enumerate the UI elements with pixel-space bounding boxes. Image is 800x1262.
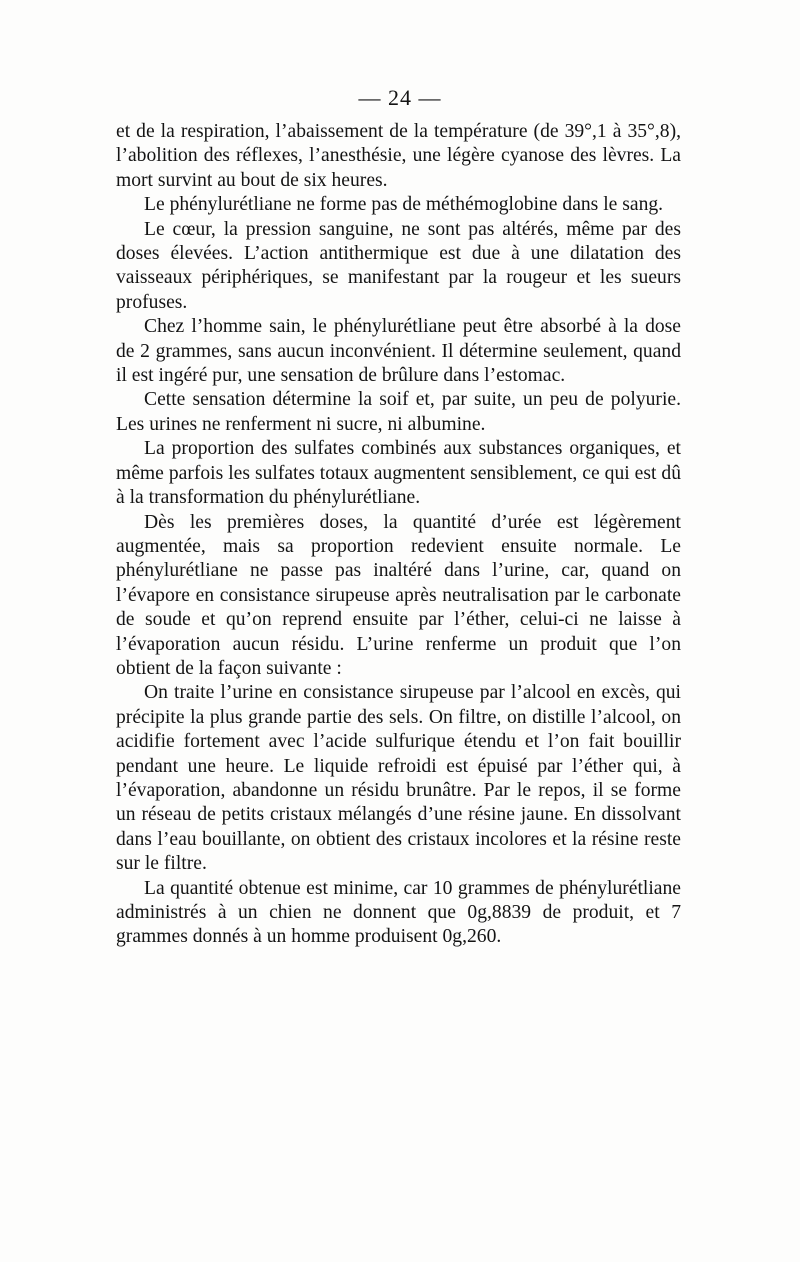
paragraph-3: Le cœur, la pression sanguine, ne sont pas altérés, même par des doses élevées. L’action antithermique est due à une dilatation des vaisseaux périphériques, se manifestant par la rougeur et les sueurs profuses. bbox=[116, 218, 681, 313]
paragraph-6: La proportion des sulfates combinés aux substances organiques, et même parfois les sulfates totaux augmentent sensiblement, ce qui est dû à la transformation du phénylurétliane. bbox=[116, 438, 681, 509]
paragraph-9: La quantité obtenue est minime, car 10 grammes de phénylurétliane administrés à un chien ne donnent que 0g,8839 de produit, et 7 grammes donnés à un homme produisent 0g,260. bbox=[116, 877, 681, 948]
paragraph-5: Cette sensation détermine la soif et, par suite, un peu de polyurie. Les urines ne renferment ni sucre, ni albumine. bbox=[116, 389, 681, 435]
page-number: — 24 — bbox=[358, 85, 442, 110]
paragraph-7: Dès les premières doses, la quantité d’urée est légèrement augmentée, mais sa proportion redevient ensuite normale. Le phénylurétliane ne passe pas inaltéré dans l’urine, car, quand on l’évapore en consistance sirupeuse après neutralisation par le carbonate de soude et qu’on reprend ensuite par l’éther, celui-ci ne laisse à l’évaporation aucun résidu. L’urine renferme un produit que l’on obtient de la façon suivante : bbox=[116, 511, 681, 679]
paragraph-4: Chez l’homme sain, le phénylurétliane peut être absorbé à la dose de 2 grammes, sans aucun inconvénient. Il détermine seulement, quand il est ingéré pur, une sensation de brûlure dans l’estomac. bbox=[116, 316, 681, 387]
paragraph-2: Le phénylurétliane ne forme pas de méthémoglobine dans le sang. bbox=[144, 194, 664, 216]
body-text bbox=[116, 120, 681, 950]
paragraph-1: et de la respiration, l’abaissement de la température (de 39°,1 à 35°,8), l’abolition des réflexes, l’anesthésie, une légère cyanose des lèvres. La mort survint au bout de six heures. bbox=[116, 121, 681, 191]
paragraph-8: On traite l’urine en consistance sirupeuse par l’alcool en excès, qui précipite la plus grande partie des sels. On filtre, on distille l’alcool, on acidifie fortement avec l’acide sulfurique étendu et l’on fait bouillir pendant une heure. Le liquide refroidi est épuisé par l’éther qui, à l’évaporation, abandonne un résidu brunâtre. Par le repos, il se forme un réseau de petits cristaux mélangés d’une résine jaune. En dissolvant dans l’eau bouillante, on obtient des cristaux incolores et la résine reste sur le filtre. bbox=[116, 682, 681, 875]
